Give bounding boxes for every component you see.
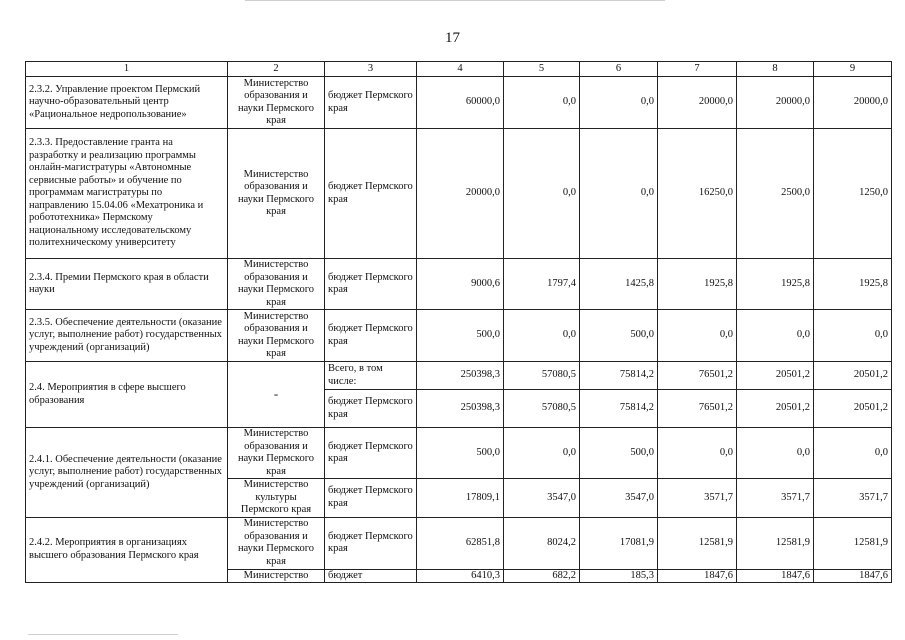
value-cell: 76501,2 (658, 390, 737, 428)
value-cell: 500,0 (580, 310, 658, 362)
value-cell: 12581,9 (737, 517, 814, 569)
value-cell: 0,0 (737, 428, 814, 479)
value-cell: 500,0 (417, 428, 504, 479)
value-cell: 0,0 (580, 77, 658, 129)
value-cell: 0,0 (504, 129, 580, 259)
table-row (26, 77, 892, 129)
scan-artifact-top (245, 0, 665, 1)
value-cell: 250398,3 (417, 390, 504, 428)
activity-name: 2.3.4. Премии Пермского края в области науки (26, 259, 228, 310)
executor: Министерство образования и науки Пермского края (228, 77, 325, 129)
table-row (26, 517, 892, 569)
executor: - (228, 362, 325, 428)
column-header: 5 (504, 62, 580, 77)
executor: Министерство образования и науки Пермского края (228, 310, 325, 362)
activity-name: 2.3.2. Управление проектом Пермский научно-образовательный центр «Рациональное недропользование» (26, 77, 228, 129)
value-cell: 3571,7 (814, 479, 892, 518)
executor: Министерство образования и науки Пермского края (228, 129, 325, 259)
value-cell: 16250,0 (658, 129, 737, 259)
activity-name: 2.4.1. Обеспечение деятельности (оказание услуг, выполнение работ) государственных учреждений (организаций) (26, 428, 228, 518)
funding-source: бюджет Пермского края (325, 310, 417, 362)
value-cell: 500,0 (417, 310, 504, 362)
value-cell: 3571,7 (658, 479, 737, 518)
value-cell: 0,0 (658, 428, 737, 479)
value-cell: 12581,9 (814, 517, 892, 569)
value-cell: 20501,2 (814, 362, 892, 390)
value-cell: 75814,2 (580, 390, 658, 428)
table-row (26, 428, 892, 479)
value-cell: 3571,7 (737, 479, 814, 518)
value-cell: 60000,0 (417, 77, 504, 129)
value-cell: 8024,2 (504, 517, 580, 569)
column-header: 6 (580, 62, 658, 77)
value-cell: 0,0 (580, 129, 658, 259)
activity-name: 2.4. Мероприятия в сфере высшего образования (26, 362, 228, 428)
value-cell: 17081,9 (580, 517, 658, 569)
activity-name: 2.4.2. Мероприятия в организациях высшего образования Пермского края (26, 517, 228, 583)
activity-name: 2.3.5. Обеспечение деятельности (оказание услуг, выполнение работ) государственных учреждений (организаций) (26, 310, 228, 362)
value-cell: 75814,2 (580, 362, 658, 390)
value-cell: 57080,5 (504, 390, 580, 428)
executor: Министерство образования и науки Пермского края (228, 428, 325, 479)
table-row (26, 362, 892, 390)
value-cell: 1425,8 (580, 259, 658, 310)
value-cell: 17809,1 (417, 479, 504, 518)
value-cell: 0,0 (814, 428, 892, 479)
executor: Министерство образования и науки Пермского края (228, 517, 325, 569)
value-cell: 0,0 (504, 310, 580, 362)
table-row (26, 259, 892, 310)
column-header: 7 (658, 62, 737, 77)
column-header: 2 (228, 62, 325, 77)
value-cell: 1847,6 (814, 569, 892, 583)
budget-table (25, 61, 892, 583)
value-cell: 12581,9 (658, 517, 737, 569)
value-cell: 20501,2 (737, 390, 814, 428)
value-cell: 57080,5 (504, 362, 580, 390)
value-cell: 20000,0 (737, 77, 814, 129)
value-cell: 20000,0 (417, 129, 504, 259)
value-cell: 0,0 (504, 77, 580, 129)
value-cell: 682,2 (504, 569, 580, 583)
value-cell: 20501,2 (737, 362, 814, 390)
value-cell: 185,3 (580, 569, 658, 583)
executor: Министерство культуры Пермского края (228, 479, 325, 518)
value-cell: 1797,4 (504, 259, 580, 310)
value-cell: 62851,8 (417, 517, 504, 569)
value-cell: 0,0 (504, 428, 580, 479)
value-cell: 1250,0 (814, 129, 892, 259)
column-header: 1 (26, 62, 228, 77)
value-cell: 20000,0 (814, 77, 892, 129)
table-row (26, 310, 892, 362)
funding-source: бюджет Пермского края (325, 428, 417, 479)
funding-source: бюджет Пермского края (325, 129, 417, 259)
value-cell: 3547,0 (580, 479, 658, 518)
executor: Министерство образования и науки Пермского края (228, 259, 325, 310)
header-row (26, 62, 892, 77)
funding-source: бюджет Пермского края (325, 390, 417, 428)
table-row (26, 129, 892, 259)
value-cell: 0,0 (814, 310, 892, 362)
value-cell: 1847,6 (737, 569, 814, 583)
value-cell: 1925,8 (658, 259, 737, 310)
funding-source: бюджет (325, 569, 417, 583)
value-cell: 1925,8 (814, 259, 892, 310)
value-cell: 20501,2 (814, 390, 892, 428)
scan-artifact-bottom (28, 634, 178, 635)
value-cell: 0,0 (658, 310, 737, 362)
page-number: 17 (445, 30, 460, 46)
column-header: 3 (325, 62, 417, 77)
value-cell: 0,0 (737, 310, 814, 362)
value-cell: 3547,0 (504, 479, 580, 518)
value-cell: 6410,3 (417, 569, 504, 583)
column-header: 8 (737, 62, 814, 77)
value-cell: 1925,8 (737, 259, 814, 310)
value-cell: 9000,6 (417, 259, 504, 310)
funding-source: бюджет Пермского края (325, 77, 417, 129)
value-cell: 20000,0 (658, 77, 737, 129)
value-cell: 1847,6 (658, 569, 737, 583)
funding-source: бюджет Пермского края (325, 259, 417, 310)
value-cell: 250398,3 (417, 362, 504, 390)
value-cell: 2500,0 (737, 129, 814, 259)
value-cell: 76501,2 (658, 362, 737, 390)
column-header: 4 (417, 62, 504, 77)
value-cell: 500,0 (580, 428, 658, 479)
funding-source: бюджет Пермского края (325, 517, 417, 569)
column-header: 9 (814, 62, 892, 77)
funding-source: бюджет Пермского края (325, 479, 417, 518)
funding-source: Всего, в том числе: (325, 362, 417, 390)
executor: Министерство (228, 569, 325, 583)
activity-name: 2.3.3. Предоставление гранта на разработку и реализацию программы онлайн-магистратуры «Автономные сервисные работы» и обучение по программам магистратуры по направлению 15.04.06 «Мехатроника и робототехника» Пермскому национальному исследовательскому политехническому университету (26, 129, 228, 259)
